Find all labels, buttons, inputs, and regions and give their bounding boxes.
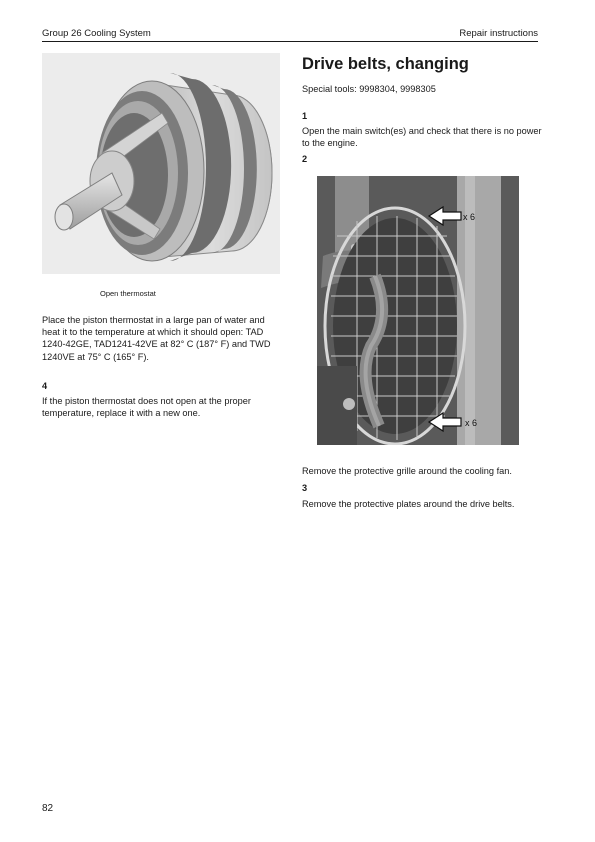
header-rule [42,41,538,42]
step-1-number: 1 [302,111,308,121]
step-3-number: 3 [302,483,308,493]
step-2-number: 2 [302,154,308,164]
running-header-left: Group 26 Cooling System [42,28,151,39]
step-4-text: If the piston thermostat does not open at the proper temperature, replace it with a new one. [42,396,251,419]
fan-label-top: x 6 [463,212,476,222]
step-3-text: Remove the protective plates around the drive belts. [302,499,515,509]
step-2-text: Remove the protective grille around the cooling fan. [302,466,512,476]
page-number: 82 [42,803,54,814]
special-tools: Special tools: 9998304, 9998305 [302,84,436,94]
figure-caption: Open thermostat [100,289,156,298]
step-4-number: 4 [42,381,48,391]
section-title: Drive belts, changing [302,55,469,73]
fan-label-bottom: x 6 [465,418,478,428]
thermostat-illustration [42,53,280,274]
paragraph-heat-test: Place the piston thermostat in a large pan of water and heat it to the temperature at which it should open: TAD 1240-42GE, TAD1241-42VE at 82° C (187° F) and TWD 1240VE at 75° C (165° F). [42,315,271,362]
step-1-text: Open the main switch(es) and check that there is no power to the engine. [302,126,542,149]
running-header-right: Repair instructions [459,28,538,39]
cooling-fan-photo [317,176,519,445]
